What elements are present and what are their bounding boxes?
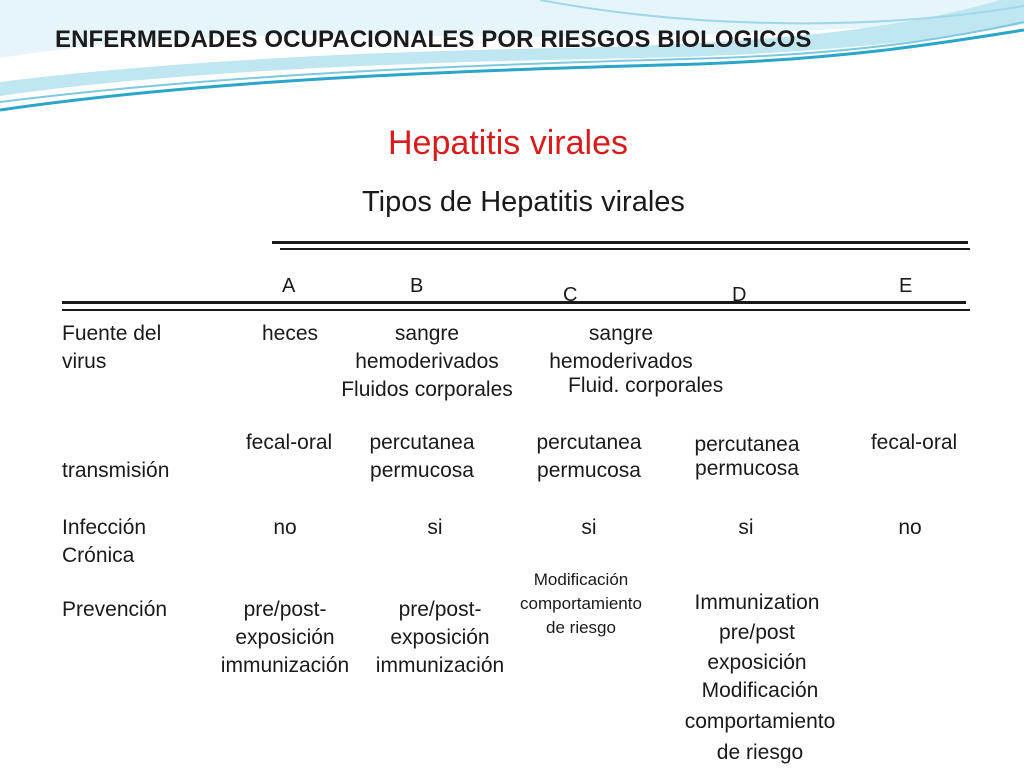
row-label-cronica — [62, 514, 146, 570]
cell-line: exposición — [235, 626, 335, 649]
row-label-line: Infección — [62, 516, 147, 539]
row-label-prevencion: Prevención — [62, 598, 168, 621]
cell-cronica-d: si — [738, 516, 754, 539]
cell-line: hemoderivados — [355, 350, 499, 373]
row-label-transmision: transmisión — [62, 459, 170, 482]
column-header-b: B — [410, 275, 424, 297]
column-header-e: E — [899, 275, 913, 297]
cell-transmision-a: fecal-oral — [245, 431, 333, 454]
cell-line: Modificación — [533, 570, 629, 589]
cell-line: permucosa — [695, 457, 799, 480]
cell-line: hemoderivados — [549, 350, 693, 373]
cell-line: percutanea — [694, 433, 800, 456]
column-header-d: D — [732, 284, 747, 306]
cell-line: de riesgo — [546, 618, 616, 637]
header-bottom-rule-secondary — [62, 309, 970, 311]
cell-cronica-c: si — [581, 516, 597, 539]
cell-line: immunización — [220, 654, 350, 677]
cell-prevencion-d — [664, 588, 850, 678]
cell-transmision-c — [518, 429, 660, 485]
cell-prevencion-a — [200, 596, 370, 680]
cell-transmision-d — [676, 433, 818, 481]
cell-prevencion-c — [496, 568, 666, 640]
cell-line: percutanea — [369, 431, 475, 454]
cell-line: comportamiento — [684, 710, 836, 733]
cell-line: Modificación — [701, 679, 819, 702]
cell-cronica-e: no — [898, 516, 922, 539]
slide-title: ENFERMEDADES OCUPACIONALES POR RIESGOS BIOLOGICOS — [55, 26, 812, 53]
cell-line: pre/post- — [398, 598, 482, 621]
cell-line: permucosa — [537, 459, 641, 482]
cell-line: comportamiento — [520, 594, 642, 613]
cell-cronica-a: no — [273, 516, 297, 539]
cell-transmision-b — [352, 429, 492, 485]
cell-cronica-b: si — [427, 516, 443, 539]
table-top-rule — [272, 241, 968, 244]
cell-line: Fluid. corporales — [568, 374, 724, 397]
row-label-line: Fuente del — [62, 322, 162, 345]
column-header-c: C — [563, 284, 578, 306]
cell-line: Fluidos corporales — [341, 378, 513, 401]
table-subheading: Tipos de Hepatitis virales — [362, 186, 685, 218]
cell-line: sangre — [394, 322, 460, 345]
cell-fuente-a: heces — [261, 322, 319, 345]
cell-line: permucosa — [370, 459, 474, 482]
row-label-line: virus — [62, 350, 107, 373]
cell-fuente-c — [528, 320, 724, 400]
row-label-fuente — [62, 320, 161, 376]
header-wave-decoration — [0, 0, 1024, 120]
row-label-line: Crónica — [62, 544, 135, 567]
cell-line: percutanea — [536, 431, 642, 454]
cell-line: immunización — [375, 654, 505, 677]
cell-line: exposición — [390, 626, 490, 649]
table-top-rule-secondary — [280, 248, 970, 250]
cell-line: de riesgo — [716, 741, 804, 764]
cell-transmision-e: fecal-oral — [870, 431, 958, 454]
header-bottom-rule — [62, 301, 966, 304]
column-header-a: A — [282, 275, 296, 297]
cell-line: pre/post — [719, 621, 795, 644]
cell-line: exposición — [707, 651, 807, 674]
page-heading: Hepatitis virales — [388, 124, 628, 162]
cell-fuente-b — [318, 320, 536, 404]
cell-line: Immunization — [694, 591, 820, 614]
cell-line: sangre — [588, 322, 654, 345]
cell-line: pre/post- — [243, 598, 327, 621]
cell-prevencion-d-extra — [660, 675, 860, 768]
